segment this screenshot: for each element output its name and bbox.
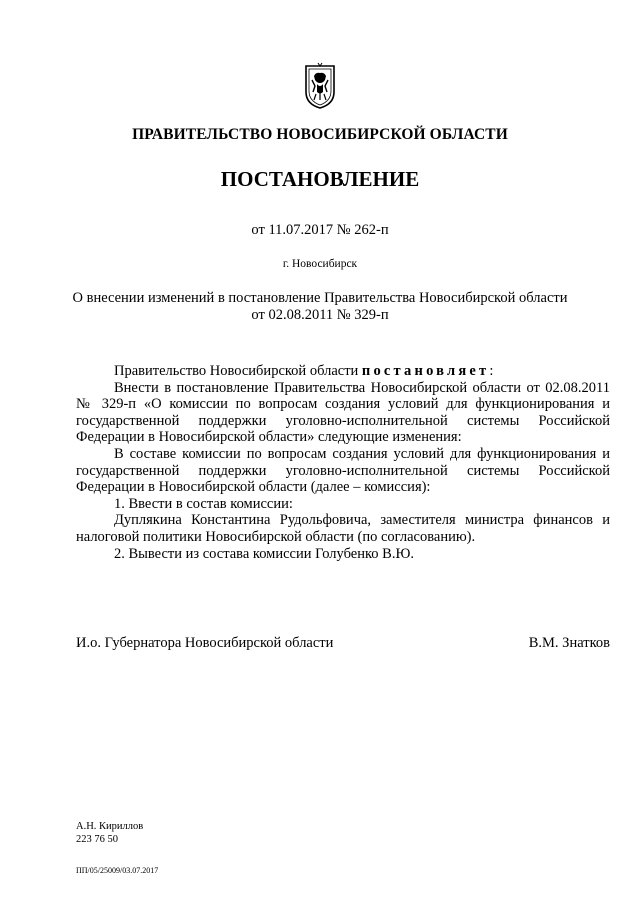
body-paragraph-4: Дуплякина Константина Рудольфовича, заместителя министра финансов и налоговой политики Новосибирской области (по согласованию). [76,512,610,545]
body-paragraph-3: 1. Ввести в состав комиссии: [114,495,293,512]
coat-of-arms-emblem [302,62,338,110]
organization-title: ПРАВИТЕЛЬСТВО НОВОСИБИРСКОЙ ОБЛАСТИ [132,126,508,143]
signature-block [76,635,610,652]
intro-end: : [489,363,494,379]
document-code: ПП/05/25009/03.07.2017 [76,866,159,875]
intro-text: Правительство Новосибирской области [114,363,362,379]
executor-name: А.Н. Кириллов [76,821,144,832]
signatory-title: И.о. Губернатора Новосибирской области [76,635,334,651]
document-body [76,363,610,562]
date-and-number: от 11.07.2017 № 262-п [251,222,389,238]
document-type-title: ПОСТАНОВЛЕНИЕ [220,167,420,191]
city-label: г. Новосибирск [282,258,358,270]
body-paragraph-2: В составе комиссии по вопросам создания условий для функционирования и государственной поддержки уголовно-исполнительной системы Российской Федерации в Новосибирской области (далее – комиссия): [76,445,610,496]
body-paragraph-1: Внести в постановление Правительства Новосибирской области от 02.08.2011 № 329-п «О комиссии по вопросам создания условий для функционирования и государственной поддержки уголовно-исполнительной системы Российской Федерации в Новосибирской области» следующие изменения: [76,379,610,446]
executor-phone: 223 76 50 [76,834,118,845]
subject-line-1: О внесении изменений в постановление Правительства Новосибирской области [72,290,568,306]
subject-line-2: от 02.08.2011 № 329-п [251,307,389,323]
decree-keyword: постановляет [361,363,490,379]
signatory-name: В.М. Знатков [528,635,610,651]
body-paragraph-5: 2. Вывести из состава комиссии Голубенко В.Ю. [114,545,414,562]
intro-paragraph [76,363,610,380]
document-subject [0,290,640,324]
